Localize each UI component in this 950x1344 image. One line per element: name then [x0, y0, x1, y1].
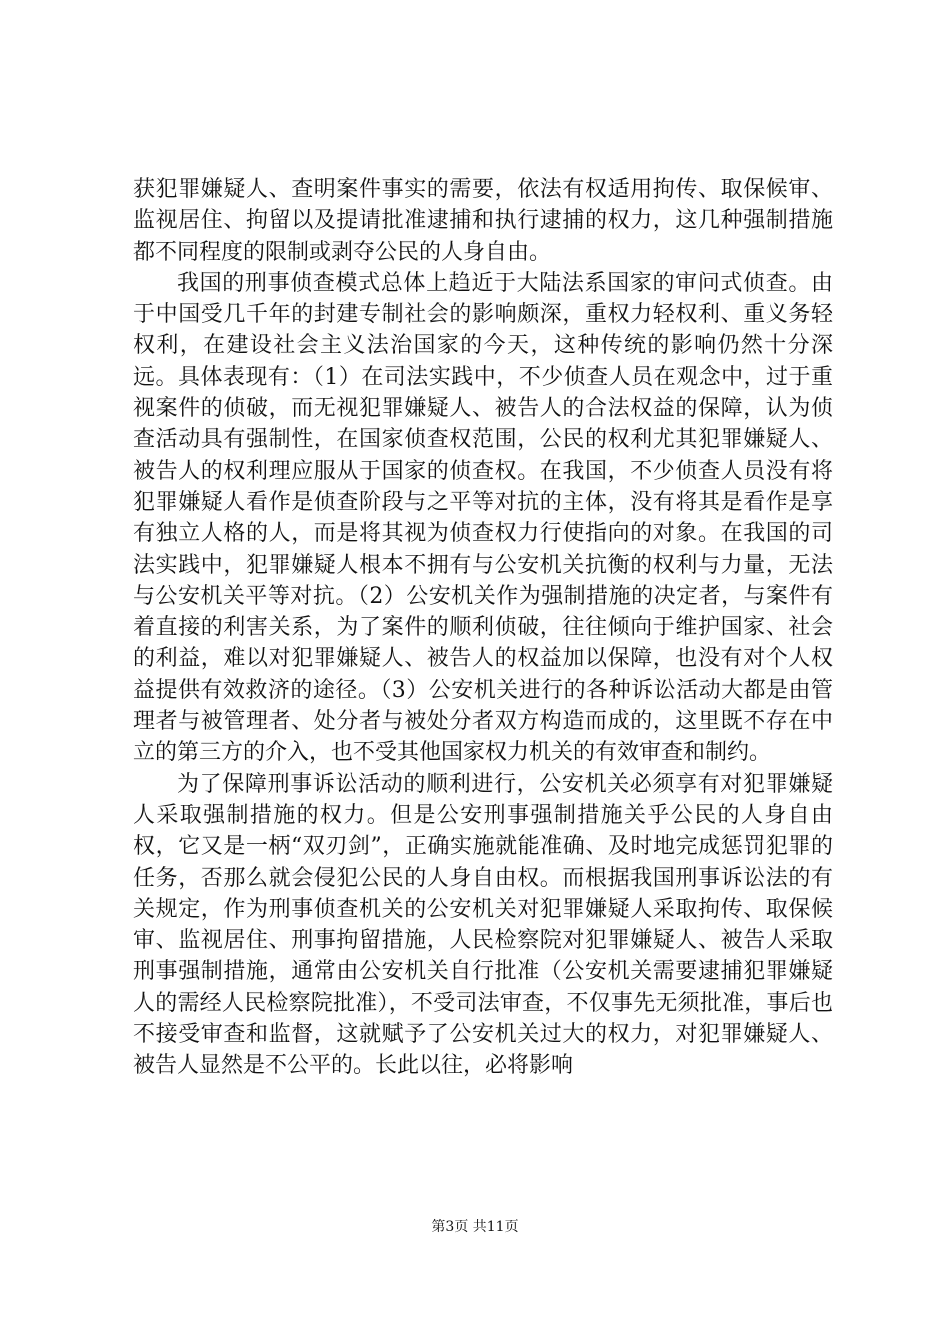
document-body — [133, 174, 833, 1082]
paragraph-2: 我国的刑事侦查模式总体上趋近于大陆法系国家的审问式侦查。由于中国受几千年的封建专制社会的影响颇深，重权力轻权利、重义务轻权利，在建设社会主义法治国家的今天，这种传统的影响仍然十分深远。具体表现有：（1）在司法实践中，不少侦查人员在观念中，过于重视案件的侦破，而无视犯罪嫌疑人、被告人的合法权益的保障，认为侦查活动具有强制性，在国家侦查权范围，公民的权利尤其犯罪嫌疑人、被告人的权利理应服从于国家的侦查权。在我国，不少侦查人员没有将犯罪嫌疑人看作是侦查阶段与之平等对抗的主体，没有将其是看作是享有独立人格的人，而是将其视为侦查权力行使指向的对象。在我国的司法实践中，犯罪嫌疑人根本不拥有与公安机关抗衡的权利与力量，无法与公安机关平等对抗。（2）公安机关作为强制措施的决定者，与案件有着直接的利害关系，为了案件的顺利侦破，往往倾向于维护国家、社会的利益，难以对犯罪嫌疑人、被告人的权益加以保障，也没有对个人权益提供有效救济的途径。（3）公安机关进行的各种诉讼活动大都是由管理者与被管理者、处分者与被处分者双方构造而成的，这里既不存在中立的第三方的介入，也不受其他国家权力机关的有效审查和制约。 — [133, 270, 833, 766]
page-footer: 第3页 共11页 — [431, 1219, 519, 1235]
paragraph-3: 为了保障刑事诉讼活动的顺利进行，公安机关必须享有对犯罪嫌疑人采取强制措施的权力。但是公安刑事强制措施关乎公民的人身自由权，它又是一柄“双刃剑”，正确实施就能准确、及时地完成惩罚犯罪的任务，否那么就会侵犯公民的人身自由权。而根据我国刑事诉讼法的有关规定，作为刑事侦查机关的公安机关对犯罪嫌疑人采取拘传、取保候审、监视居住、刑事拘留措施，人民检察院对犯罪嫌疑人、被告人采取刑事强制措施，通常由公安机关自行批准（公安机关需要逮捕犯罪嫌疑人的需经人民检察院批准），不受司法审查，不仅事先无须批准，事后也不接受审查和监督，这就赋予了公安机关过大的权力，对犯罪嫌疑人、被告人显然是不公平的。长此以往，必将影响 — [133, 771, 833, 1079]
paragraph-1: 获犯罪嫌疑人、查明案件事实的需要，依法有权适用拘传、取保候审、监视居住、拘留以及提请批准逮捕和执行逮捕的权力，这几种强制措施都不同程度的限制或剥夺公民的人身自由。 — [133, 177, 833, 265]
